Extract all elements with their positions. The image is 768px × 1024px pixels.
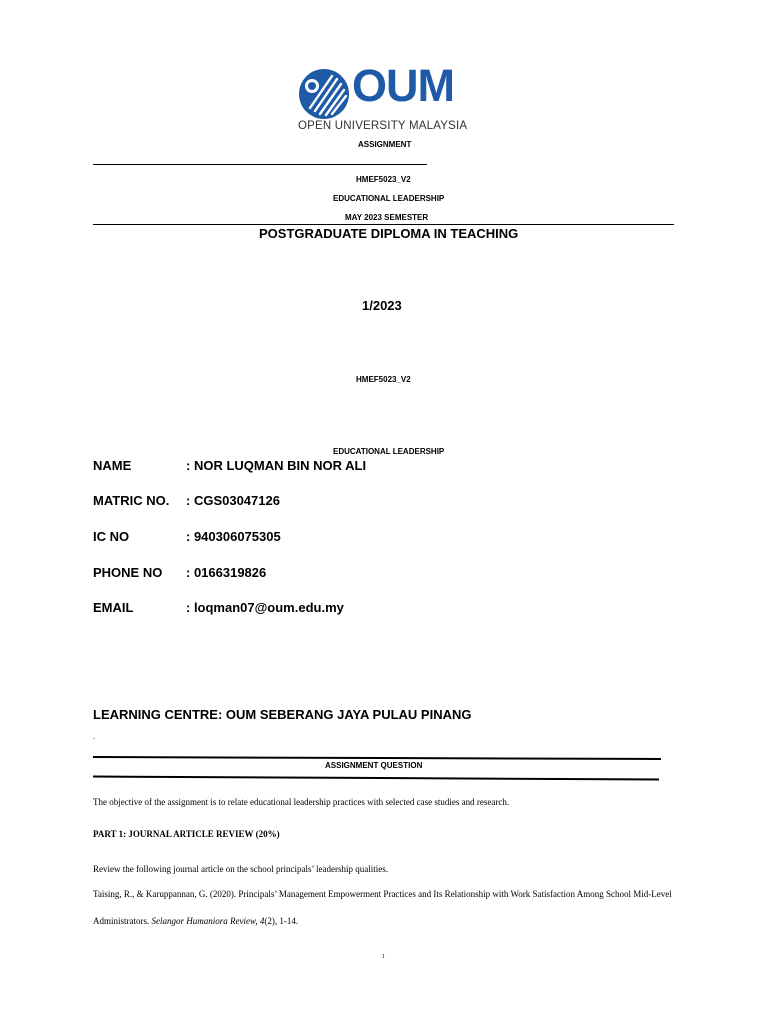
question-divider-top [93,756,661,760]
program-title: POSTGRADUATE DIPLOMA IN TEACHING [259,226,519,241]
course-code: HMEF5023_V2 [356,175,411,184]
part1-heading: PART 1: JOURNAL ARTICLE REVIEW (20%) [93,829,280,839]
phone-value: : 0166319826 [186,565,267,580]
assignment-label: ASSIGNMENT [358,140,412,149]
citation-line-2 [93,916,298,926]
matric-value: : CGS03047126 [186,493,280,508]
phone-label: PHONE NO [93,565,163,580]
objective-text: The objective of the assignment is to relate educational leadership practices with selected case studies and research. [93,797,510,807]
email-label: EMAIL [93,600,134,615]
course-code-repeat: HMEF5023_V2 [356,375,411,384]
assignment-question-heading: ASSIGNMENT QUESTION [325,761,423,770]
oum-logo [298,60,472,136]
page-number: 1 [382,954,385,960]
semester: MAY 2023 SEMESTER [345,213,429,222]
name-value: : NOR LUQMAN BIN NOR ALI [186,458,367,473]
dot-mark: . [93,732,96,741]
question-divider-bottom [93,776,659,781]
name-label: NAME [93,458,132,473]
logo-subtitle: OPEN UNIVERSITY MALAYSIA [298,120,468,132]
email-value: : loqman07@oum.edu.my [186,600,344,615]
oum-globe-icon [298,68,350,120]
citation-line-1: Taising, R., & Karuppannan, G. (2020). Principals’ Management Empowerment Practices and Its Relationship with Work Satisfaction Among School Mid-Level [93,889,672,899]
citation-journal: Selangor Humaniora Review, 4 [151,916,265,926]
course-name: EDUCATIONAL LEADERSHIP [333,194,445,203]
ic-value: : 940306075305 [186,529,281,544]
divider-long [93,224,674,225]
citation-suffix: (2), 1-14. [264,916,299,926]
review-instruction: Review the following journal article on the school principals’ leadership qualities. [93,864,389,874]
citation-prefix: Administrators. [93,916,152,926]
ic-label: IC NO [93,529,130,544]
learning-centre: LEARNING CENTRE: OUM SEBERANG JAYA PULAU PINANG [93,707,472,722]
logo-wordmark: OUM [352,60,454,111]
session: 1/2023 [362,298,402,313]
matric-label: MATRIC NO. [93,493,170,508]
divider-short [93,164,427,165]
course-name-repeat: EDUCATIONAL LEADERSHIP [333,447,445,456]
